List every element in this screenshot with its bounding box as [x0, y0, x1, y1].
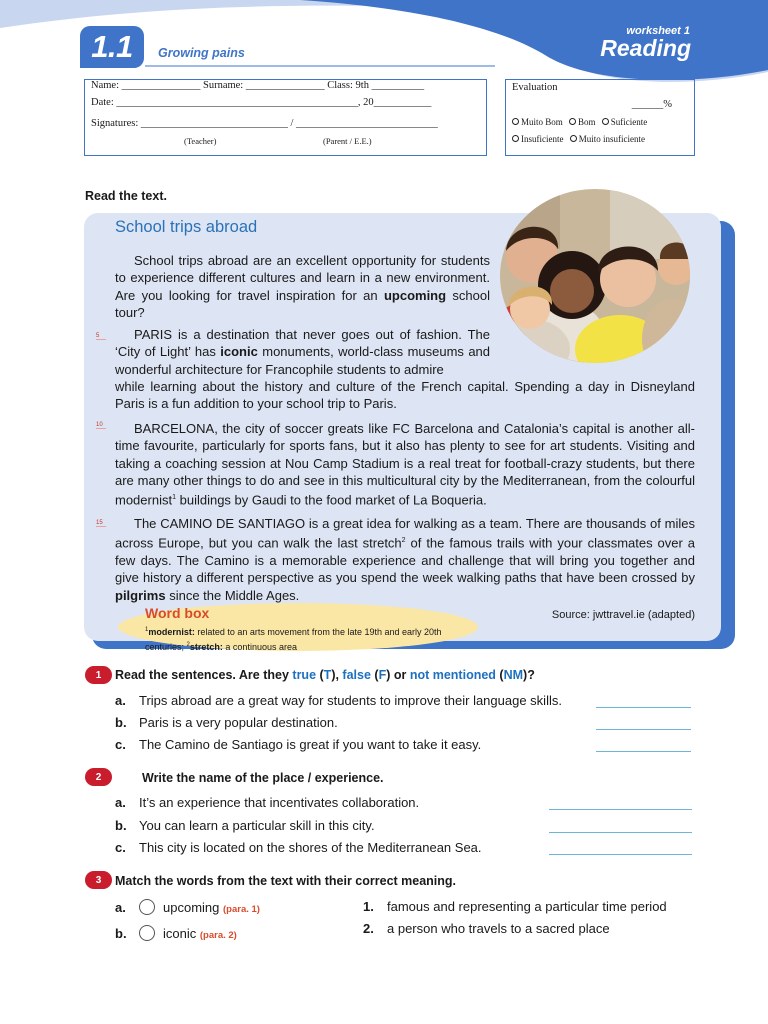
line-number-5: 5 [96, 333, 106, 340]
item-letter: a. [115, 795, 126, 810]
meaning-text: a person who travels to a sacred place [387, 921, 610, 936]
exercise-3-title: Match the words from the text with their correct meaning. [115, 874, 457, 888]
option-label: Insuficiente [521, 134, 564, 144]
evaluation-box [505, 79, 695, 156]
article-paragraph-3 [115, 420, 695, 509]
option-label: Suficiente [610, 117, 648, 127]
match-word-row [115, 899, 260, 915]
paragraph-text: The CAMINO DE SANTIAGO is a great idea for walking as a team. There are thousands of miles across Europe, but you can walk the last stretch [115, 516, 695, 551]
match-radio[interactable] [139, 899, 155, 915]
exercise-1-badge: 1 [85, 666, 112, 684]
meaning-number: 1. [363, 899, 374, 914]
vocab-pilgrims: pilgrims [115, 587, 166, 603]
false-letter: F [378, 668, 387, 682]
word-box-term: modernist: [148, 627, 195, 637]
answer-line[interactable] [596, 751, 691, 752]
paragraph-text: School trips abroad are an excellent opportunity for students to experience different cultures and learn in a new environment. Are you looking for travel inspiration for an [115, 253, 490, 303]
option-label: Muito insuficiente [578, 134, 645, 144]
signatures-row[interactable]: Signatures: ____________________________ / ___________________________ [91, 118, 438, 129]
option-radio[interactable] [569, 118, 576, 125]
exercise-1-item [115, 693, 562, 708]
item-text: It’s an experience that incentivates collaboration. [139, 795, 420, 810]
vocab-upcoming: upcoming [383, 287, 447, 303]
word-box-term: stretch: [189, 642, 223, 652]
evaluation-percent[interactable]: ______% [631, 99, 672, 110]
evaluation-options-row1 [512, 117, 647, 127]
item-letter: c. [115, 840, 126, 855]
paragraph-text: PARIS is a destination that never goes out of fashion. The ‘City of Light’ has [115, 327, 490, 360]
item-text: The Camino de Santiago is great if you want to take it easy. [139, 737, 482, 752]
exercise-2-badge: 2 [85, 768, 112, 786]
reading-instruction: Read the text. [85, 189, 167, 203]
true-letter: T [323, 668, 332, 682]
paragraph-text: school tour? [115, 287, 490, 320]
or-word: or [393, 668, 407, 682]
line-number-15: 15 [96, 520, 106, 527]
item-letter: a. [115, 900, 126, 915]
article-paragraph-4 [115, 515, 695, 604]
paragraph-reference: (para. 1) [223, 904, 260, 915]
exercise-1-title: Read the sentences. Are they true (T), false (F) or not mentioned (NM)? [115, 668, 535, 682]
evaluation-title: Evaluation [512, 82, 558, 93]
article-title: School trips abroad [115, 218, 258, 236]
exercise-1-item [115, 715, 338, 730]
false-word: false [342, 668, 371, 682]
exercise-2-title: Write the name of the place / experience. [142, 771, 384, 785]
article-paragraph-1 [115, 252, 490, 321]
line-number-10: 10 [96, 422, 106, 429]
student-id-form [84, 79, 487, 156]
item-text: This city is located on the shores of the Mediterranean Sea. [139, 840, 482, 855]
match-meaning-row [363, 899, 667, 914]
match-radio[interactable] [139, 925, 155, 941]
exercise-2-item [115, 795, 419, 810]
footnote-marker: 1 [172, 494, 176, 502]
match-word: iconic [163, 926, 197, 941]
nm-letter: NM [503, 668, 524, 682]
unit-number-badge: 1.1 [80, 26, 144, 68]
students-photo [500, 189, 690, 363]
exercise-2-item [115, 840, 482, 855]
answer-line[interactable] [549, 832, 692, 833]
item-letter: c. [115, 737, 126, 752]
paragraph-reference: (para. 2) [199, 930, 237, 941]
teacher-label: (Teacher) [184, 136, 217, 146]
paragraph-text: BARCELONA, the city of soccer greats like FC Barcelona and Catalonia’s capital is another all-time favourite, particularly for sports fans, but it also has plenty to see for art students. Visiting and taking a coaching session at Nou Camp Stadium is a real treat for football-crazy students, but there are many other things to do and see in this multicultural city by the Mediterranean, from the colourful modernist [115, 421, 695, 508]
evaluation-options-row2 [512, 134, 645, 144]
item-text: Paris is a very popular destination. [139, 715, 338, 730]
article-source: Source: jwttravel.ie (adapted) [551, 609, 695, 621]
exercise-1-item [115, 737, 481, 752]
worksheet-label: worksheet 1 [626, 25, 690, 37]
answer-line[interactable] [549, 854, 692, 855]
paragraph-text: buildings by Gaudi to the food market of La Boqueria. [179, 492, 487, 508]
word-box-definition: a continuous area [225, 642, 297, 652]
date-row[interactable]: Date: ______________________________________________, 20___________ [91, 97, 432, 108]
item-letter: a. [115, 693, 126, 708]
item-letter: b. [115, 818, 127, 833]
article-paragraph-2b: while learning about the history and culture of the French capital. Spending a day in Disneyland Paris is a fun addition to your school trip to Paris. [115, 379, 695, 412]
item-letter: b. [115, 926, 127, 941]
option-radio[interactable] [602, 118, 609, 125]
meaning-text: famous and representing a particular time period [387, 899, 667, 914]
exercise-2-item [115, 818, 375, 833]
not-mentioned-word: not mentioned [409, 668, 496, 682]
name-row[interactable]: Name: _______________ Surname: _______________ Class: 9th __________ [91, 80, 425, 91]
word-box-title: Word box [145, 605, 210, 621]
match-meaning-row [363, 921, 610, 936]
item-text: Trips abroad are a great way for students to improve their language skills. [139, 693, 562, 708]
option-label: Bom [578, 117, 596, 127]
exercise-3-badge: 3 [85, 871, 112, 889]
footnote-marker: 2 [401, 537, 406, 545]
word-box-definition: related to an arts movement from the late 19th and early 20th centuries; [145, 627, 442, 652]
answer-line[interactable] [596, 729, 691, 730]
paragraph-text: monuments, world-class museums and wonderful architecture for Francophile students to admire [115, 344, 491, 377]
item-text: You can learn a particular skill in this city. [139, 818, 375, 833]
paragraph-text: since the Middle Ages. [169, 587, 300, 603]
meaning-number: 2. [363, 921, 374, 936]
option-radio[interactable] [512, 118, 519, 125]
parent-label: (Parent / E.E.) [323, 136, 372, 146]
match-word: upcoming [163, 900, 220, 915]
article-paragraph-2a [115, 326, 490, 378]
option-radio[interactable] [570, 135, 577, 142]
true-word: true [292, 668, 317, 682]
unit-subtitle: Growing pains [158, 46, 245, 60]
answer-line[interactable] [549, 809, 692, 810]
footnote-marker: 1 [145, 627, 149, 633]
paragraph-text: of the famous trails with your classmates over a few days. The Camino is a memorable experience and challenge that will bring you together and give history a different perspective as you spend the week walking paths that have been crossed by [115, 535, 695, 586]
title-text: Read the sentences. Are they [115, 668, 289, 682]
item-letter: b. [115, 715, 127, 730]
answer-line[interactable] [596, 707, 691, 708]
option-radio[interactable] [512, 135, 519, 142]
vocab-iconic: iconic [220, 344, 258, 360]
footnote-marker: 2 [186, 642, 190, 648]
word-box-definitions [145, 624, 475, 654]
match-word-row [115, 925, 237, 941]
option-label: Muito Bom [521, 117, 563, 127]
worksheet-title: Reading [600, 35, 691, 61]
